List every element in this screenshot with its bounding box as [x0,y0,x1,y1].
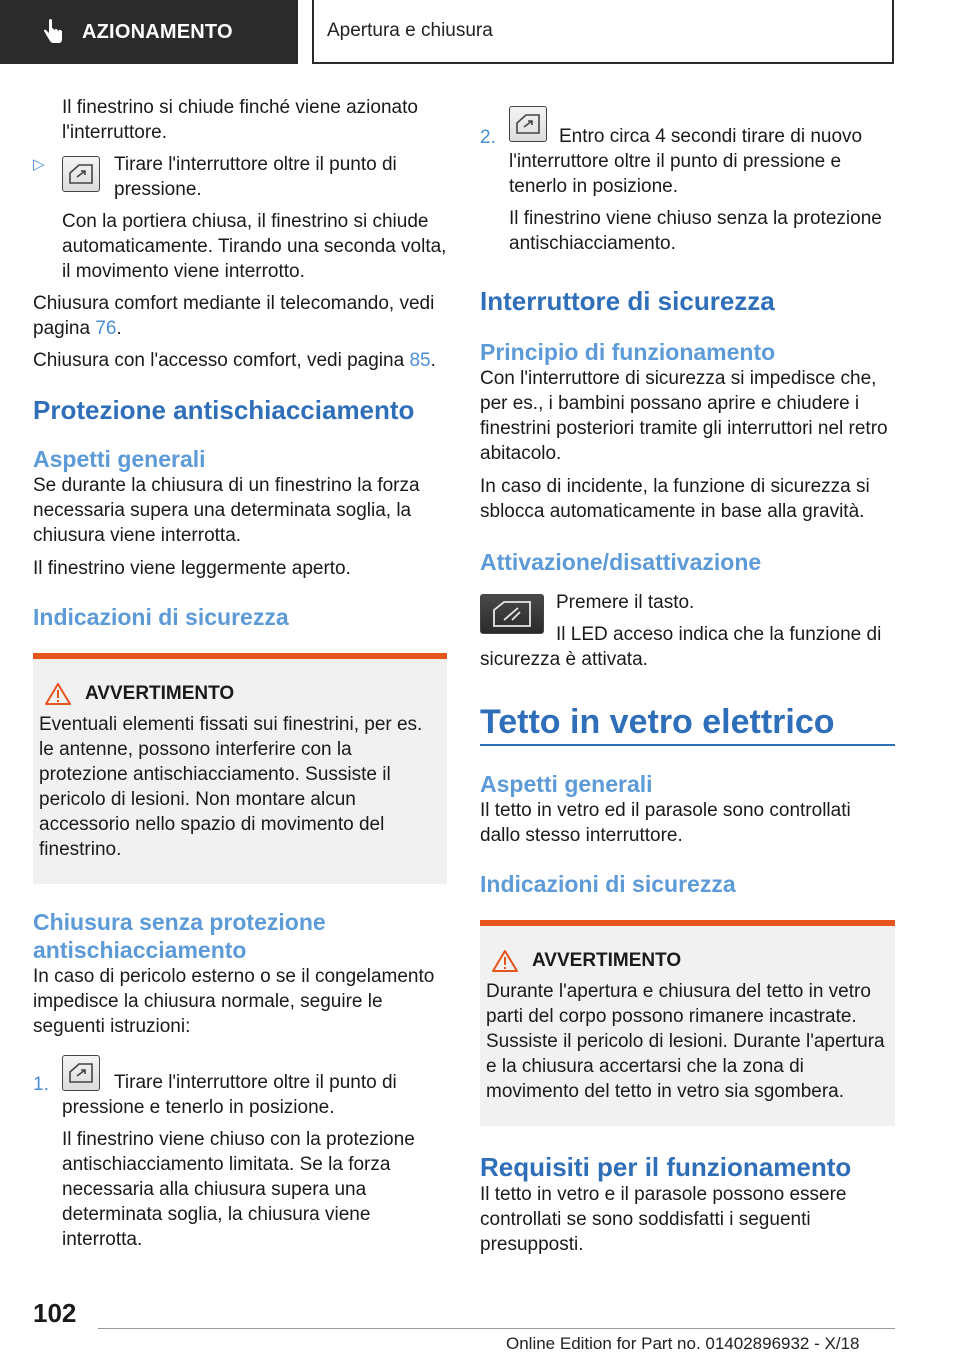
paragraph: Se durante la chiusura di un finestrino la forza necessaria supera una determinata soglia, la chiusura viene interrotta. [33,475,420,546]
paragraph: Il finestrino viene leggermente aperto. [33,558,351,579]
heading: Requisiti per il funzionamento [480,1152,852,1182]
warning-box [480,920,895,1126]
chapter-heading: Tetto in vetro elettrico [480,702,895,746]
window-switch-icon [509,106,547,142]
warning-label: AVVERTIMENTO [85,683,235,704]
paragraph-text: Chiusura con l'accesso comfort, vedi pagina [33,350,410,371]
step-marker: ▷ [33,156,45,173]
step-text: Tirare l'interruttore oltre il punto di pressione. [114,154,397,200]
subheading: Principio di funzionamento [480,339,776,365]
paragraph: In caso di incidente, la funzione di sicurezza si sblocca automaticamente in base alla gravità. [480,476,870,522]
window-switch-icon [62,156,100,192]
heading: Interruttore di sicurezza [480,286,775,316]
subheading: Aspetti generali [33,446,206,472]
paragraph: Chiusura con l'accesso comfort, vedi pagina 85. [33,350,436,371]
safety-switch-block [480,588,895,672]
paragraph: Con l'interruttore di sicurezza si impedisce che, per es., i bambini possano aprire e chiudere i finestrini posteriori tramite gli interruttori nel retro abitacolo. [480,368,888,464]
subheading: Attivazione/disattivazione [480,549,762,575]
warning-title [39,681,439,706]
breadcrumb [312,0,894,64]
step-subtext: Il finestrino viene chiuso senza la protezione antischiacciamento. [509,208,882,254]
window-switch-icon [62,1055,100,1091]
paragraph: Il LED acceso indica che la funzione di sicurezza è attivata. [480,624,882,670]
step-body [62,1055,447,1252]
warning-text: Durante l'apertura e chiusura del tetto in vetro parti del corpo possono rimanere incastrate. Sussiste il pericolo di lesioni. Durante l'apertura e la chiusura accertarsi che la zona di movimento del tetto in vetro sia sgombera. [486,981,885,1102]
paragraph: Il tetto in vetro ed il parasole sono controllati dallo stesso interruttore. [480,800,851,846]
numbered-step [33,1055,447,1252]
paragraph-text: Chiusura comfort mediante il telecomando, vedi pagina [33,293,435,339]
paragraph: Chiusura comfort mediante il telecomando, vedi pagina 76. [33,293,435,339]
warning-label: AVVERTIMENTO [532,950,682,971]
subheading: Indicazioni di sicurezza [33,604,289,630]
hand-icon [42,19,64,45]
section-tab [0,0,298,64]
warning-text: Eventuali elementi fissati sui finestrini, per es. le antenne, possono interferire con la protezione antischiacciamento. Sussiste il pericolo di lesioni. Non montare alcun accessorio nello spazio di movimento del finestrino. [39,714,423,860]
child-lock-switch-icon [480,594,544,634]
paragraph: Premere il tasto. [556,592,695,613]
step-number: 2. [480,127,496,148]
footer-divider [98,1328,895,1329]
numbered-step [480,106,895,256]
warning-title [486,948,887,973]
step-number: 1. [33,1074,49,1095]
step-text: Tirare l'interruttore oltre il punto di pressione e tenerlo in posizione. [62,1072,397,1118]
heading: Protezione antischiacciamento [33,395,415,425]
edition-text: Online Edition for Part no. 01402896932 - X/18 [506,1334,860,1353]
paragraph: Il finestrino si chiude finché viene azionato l'interruttore. [62,97,418,143]
warning-icon [492,950,518,972]
section-title: AZIONAMENTO [82,20,233,43]
page-link[interactable]: 85 [409,350,431,371]
subheading: Indicazioni di sicurezza [480,871,736,897]
paragraph: In caso di pericolo esterno o se il congelamento impedisce la chiusura normale, seguire le seguenti istruzioni: [33,966,435,1037]
step-item [33,152,447,202]
warning-icon [45,683,71,705]
step-subtext: Il finestrino viene chiuso con la protezione antischiacciamento limitata. Se la forza necessaria alla chiusura supera una determinata soglia, la chiusura viene interrotta. [62,1129,415,1250]
page-number: 102 [33,1298,77,1328]
step-body [509,106,895,256]
left-column [33,95,447,1252]
page-link[interactable]: 76 [95,318,117,339]
paragraph: Il tetto in vetro e il parasole possono essere controllati se sono soddisfatti i seguenti presupposti. [480,1184,847,1255]
subheading: Chiusura senza protezione antischiacciamento [33,909,326,963]
step-text: Entro circa 4 secondi tirare di nuovo l'interruttore oltre il punto di pressione e tenerlo in posizione. [509,126,863,197]
right-column [480,106,895,1257]
subheading: Aspetti generali [480,771,653,797]
breadcrumb-text: Apertura e chiusura [327,20,493,41]
warning-box [33,653,447,884]
paragraph: Con la portiera chiusa, il finestrino si chiude automaticamente. Tirando una seconda volta, il movimento viene interrotto. [62,211,447,282]
